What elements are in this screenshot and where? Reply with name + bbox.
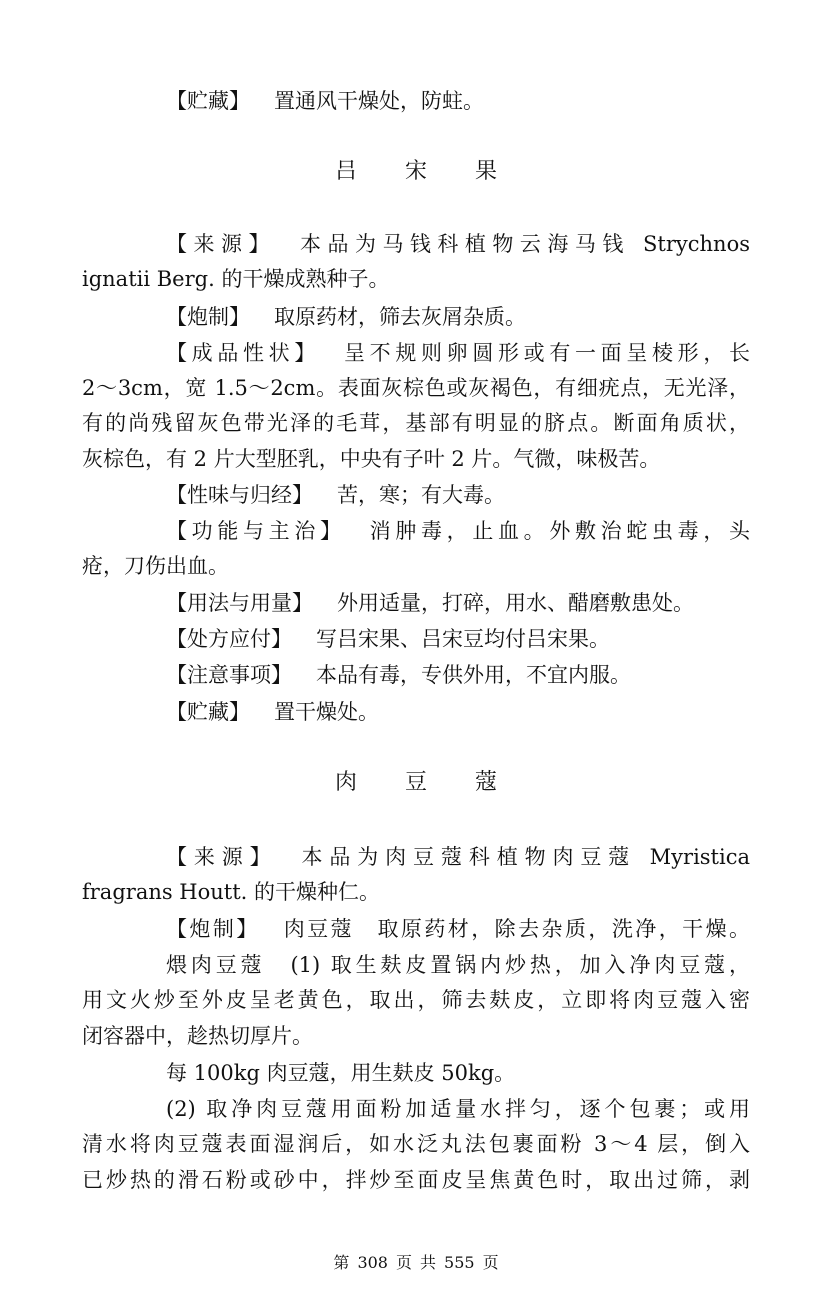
prescription-line: 【处方应付】 写吕宋果、吕宋豆均付吕宋果。 [166, 627, 610, 651]
source2-line-2: fragrans Houtt. 的干燥种仁。 [82, 880, 381, 904]
page-number: 308 [357, 1253, 388, 1272]
source-line-1: 【来源】 本品为马钱科植物云海马钱 Strychnos [166, 232, 750, 256]
processing2-line: 【炮制】 肉豆蔻 取原药材，除去杂质，洗净，干燥。 [166, 917, 751, 941]
method2-line-1: (2) 取净肉豆蔻用面粉加适量水拌匀，逐个包裹；或用 [166, 1097, 750, 1121]
section-title-roudoukou: 肉 豆 蔻 [334, 770, 498, 795]
method2-line-2: 清水将肉豆蔻表面湿润后，如水泛丸法包裹面粉 3～4 层，倒入 [82, 1132, 750, 1156]
roast-line-1: 煨肉豆蔻 (1) 取生麸皮置锅内炒热，加入净肉豆蔻， [166, 953, 750, 977]
method2-line-3: 已炒热的滑石粉或砂中，拌炒至面皮呈焦黄色时，取出过筛，剥 [82, 1168, 750, 1192]
properties-line-3: 有的尚残留灰色带光泽的毛茸，基部有明显的脐点。断面角质状， [82, 411, 750, 435]
properties-line-4: 灰棕色，有 2 片大型胚乳，中央有子叶 2 片。气微，味极苦。 [82, 447, 661, 471]
usage-line: 【用法与用量】 外用适量，打碎，用水、醋磨敷患处。 [166, 591, 694, 615]
page-footer: 第 308 页 共 555 页 [333, 1253, 499, 1272]
storage-text: 置通风干燥处，防蛀。 [274, 89, 484, 113]
storage-tag: 【贮藏】 [166, 89, 250, 113]
storage-line: 【贮藏】 置干燥处。 [166, 700, 379, 724]
storage-line-top [166, 86, 484, 116]
roast-line-2: 用文火炒至外皮呈老黄色，取出，筛去麸皮，立即将肉豆蔻入密 [82, 988, 750, 1012]
caution-line: 【注意事项】 本品有毒，专供外用，不宜内服。 [166, 663, 631, 687]
roast-line-3: 闭容器中，趁热切厚片。 [82, 1024, 313, 1048]
section-title-lvsongguo: 吕 宋 果 [334, 159, 498, 184]
function-line-1: 【功能与主治】 消肿毒，止血。外敷治蛇虫毒，头 [166, 519, 751, 543]
function-line-2: 疮，刀伤出血。 [82, 554, 229, 578]
source-tag: 【来源】 [166, 232, 276, 256]
taste-line: 【性味与归经】 苦，寒；有大毒。 [166, 483, 505, 507]
ratio-line: 每 100kg 肉豆蔻，用生麸皮 50kg。 [166, 1061, 516, 1085]
source2-line-1: 【来源】 本品为肉豆蔻科植物肉豆蔻 Myristica [166, 845, 750, 869]
source-line-2: ignatii Berg. 的干燥成熟种子。 [82, 267, 390, 291]
properties-line-2: 2～3cm，宽 1.5～2cm。表面灰棕色或灰褐色，有细疣点，无光泽， [82, 376, 750, 400]
processing-line: 【炮制】 取原药材，筛去灰屑杂质。 [166, 305, 526, 329]
properties-line-1: 【成品性状】 呈不规则卵圆形或有一面呈棱形，长 [166, 341, 750, 365]
page-total: 555 [444, 1253, 475, 1272]
